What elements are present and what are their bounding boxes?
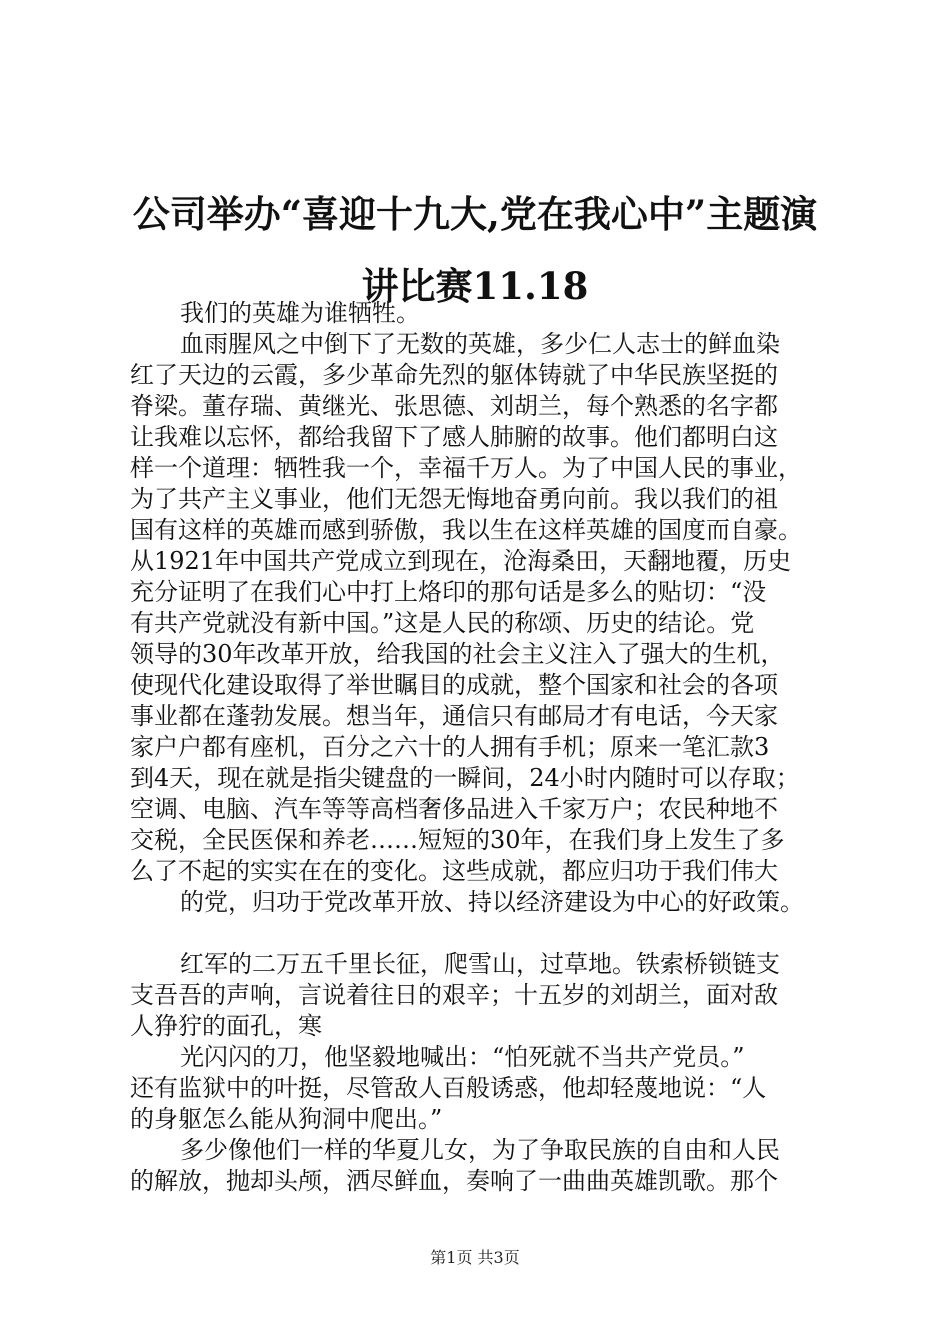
text-line: 有共产党就没有新中国。”这是人民的称颂、历史的结论。党 [130,609,755,637]
text-line: 光闪闪的刀，他坚毅地喊出：“怕死就不当共产党员。” [180,1043,745,1071]
text-line: 的党，归功于党改革开放、持以经济建设为中心的好政策。 [180,888,804,916]
text-line: 血雨腥风之中倒下了无数的英雄，多少仁人志士的鲜血染 [180,330,780,358]
text-line: 脊梁。董存瑞、黄继光、张思德、刘胡兰，每个熟悉的名字都 [130,392,778,420]
text-line: 为了共产主义事业，他们无怨无悔地奋勇向前。我以我们的祖 [130,485,778,513]
text-line: 我们的英雄为谁牺牲。 [180,299,420,327]
document-body [130,298,830,1197]
text-line: 使现代化建设取得了举世瞩目的成就，整个国家和社会的各项 [130,671,778,699]
text-line: 家户户都有座机，百分之六十的人拥有手机；原来一笔汇款3 [130,733,770,761]
text-line: 多少像他们一样的华夏儿女，为了争取民族的自由和人民 [180,1136,780,1164]
text-line: 么了不起的实实在在的变化。这些成就，都应归功于我们伟大 [130,857,778,885]
text-line: 交税，全民医保和养老……短短的30年，在我们身上发生了多 [130,826,785,854]
text-line: 人狰狞的面孔，寒 [130,1012,322,1040]
text-line: 事业都在蓬勃发展。想当年，通信只有邮局才有电话，今天家 [130,702,778,730]
text-line: 红军的二万五千里长征，爬雪山，过草地。铁索桥锁链支 [180,950,780,978]
text-line: 充分证明了在我们心中打上烙印的那句话是多么的贴切：“没 [130,578,767,606]
text-line: 的解放，抛却头颅，洒尽鲜血，奏响了一曲曲英雄凯歌。那个 [130,1167,778,1195]
title-line-2: 讲比赛11.18 [361,264,589,308]
page-footer: 第1页 共3页 [430,1248,520,1267]
text-line: 国有这样的英雄而感到骄傲，我以生在这样英雄的国度而自豪。 [130,516,802,544]
text-line: 空调、电脑、汽车等等高档奢侈品进入千家万户；农民种地不 [130,795,778,823]
paragraph-gap [130,918,830,949]
text-line: 到4天，现在就是指尖键盘的一瞬间，24小时内随时可以存取； [130,764,800,792]
text-line: 从1921年中国共产党成立到现在，沧海桑田，天翻地覆，历史 [130,547,792,575]
text-line: 领导的30年改革开放，给我国的社会主义注入了强大的生机， [130,640,785,668]
text-line: 支吾吾的声响，言说着往日的艰辛；十五岁的刘胡兰，面对敌 [130,981,778,1009]
text-line: 的身躯怎么能从狗洞中爬出。” [130,1105,443,1133]
text-line: 红了天边的云霞，多少革命先烈的躯体铸就了中华民族坚挺的 [130,361,778,389]
text-line: 让我难以忘怀，都给我留下了感人肺腑的故事。他们都明白这 [130,423,778,451]
title-line-1: 公司举办“喜迎十九大,党在我心中”主题演 [132,192,818,236]
text-line: 样一个道理：牺牲我一个，幸福千万人。为了中国人民的事业， [130,454,802,482]
text-line: 还有监狱中的叶挺，尽管敌人百般诱惑，他却轻蔑地说：“人 [130,1074,767,1102]
